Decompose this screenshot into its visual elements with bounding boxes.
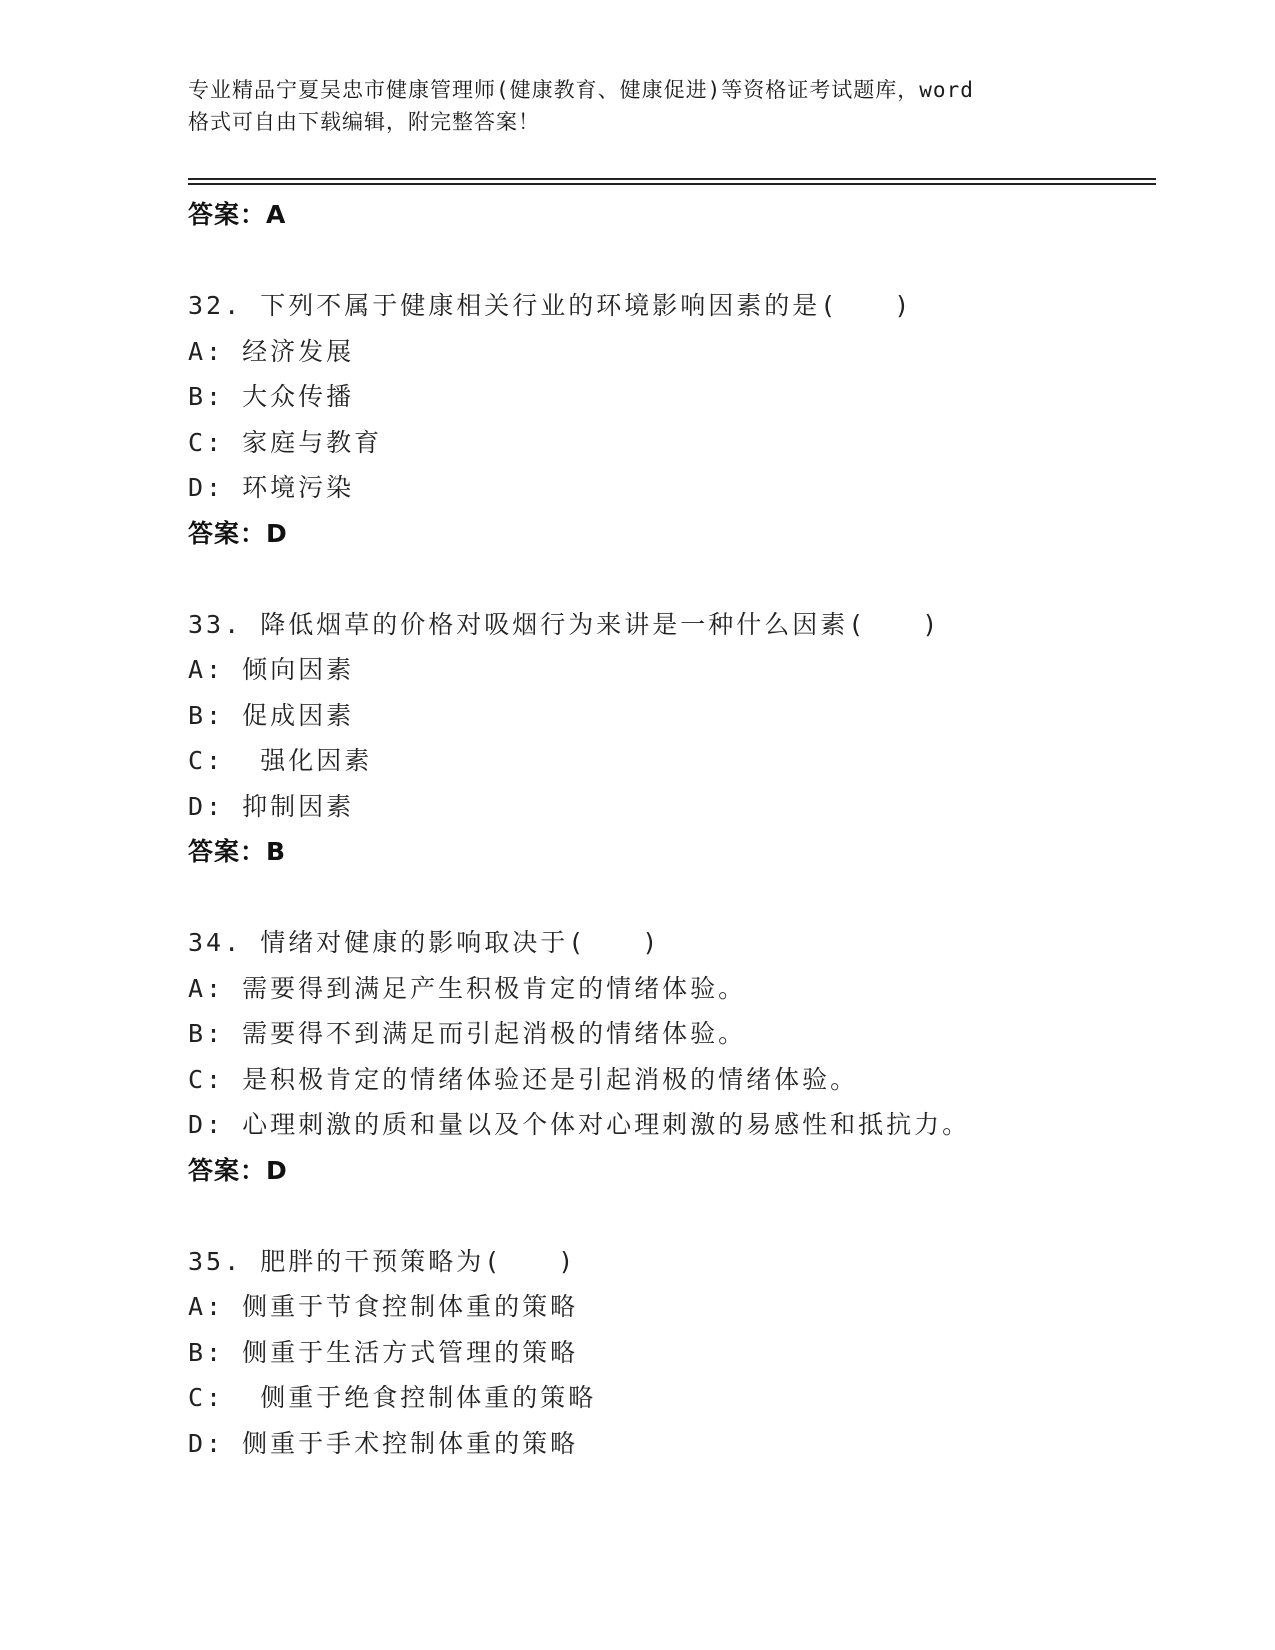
option-d: D: 侧重于手术控制体重的策略 bbox=[188, 1428, 579, 1458]
option-c: C: 家庭与教育 bbox=[188, 427, 383, 457]
answer-line: 答案：D bbox=[188, 1155, 288, 1185]
header-line-1: 专业精品宁夏吴忠市健康管理师(健康教育、健康促进)等资格证考试题库，word bbox=[188, 78, 974, 102]
spacer bbox=[188, 1193, 1148, 1239]
option-c: C: 侧重于绝食控制体重的策略 bbox=[188, 1383, 597, 1412]
document-header bbox=[188, 74, 1068, 138]
header-divider-bottom bbox=[188, 183, 1156, 185]
option-b: B: 侧重于生活方式管理的策略 bbox=[188, 1337, 579, 1367]
option-b: B: 大众传播 bbox=[188, 382, 355, 411]
spacer bbox=[188, 875, 1148, 921]
option-c: C: 强化因素 bbox=[188, 746, 373, 775]
question-list bbox=[188, 192, 1148, 1466]
option-a: A: 经济发展 bbox=[188, 336, 355, 366]
answer-line: 答案：B bbox=[188, 837, 287, 866]
answer-line: 答案：A bbox=[188, 200, 287, 229]
option-a: A: 侧重于节食控制体重的策略 bbox=[188, 1292, 579, 1321]
question-block-34 bbox=[188, 920, 1148, 1193]
option-b: B: 促成因素 bbox=[188, 700, 355, 730]
question-block-32 bbox=[188, 283, 1148, 556]
option-b: B: 需要得不到满足而引起消极的情绪体验。 bbox=[188, 1019, 747, 1048]
option-a: A: 倾向因素 bbox=[188, 655, 355, 684]
question-stem: 33. 降低烟草的价格对吸烟行为来讲是一种什么因素( ) bbox=[188, 609, 941, 639]
option-d: D: 心理刺激的质和量以及个体对心理刺激的易感性和抵抗力。 bbox=[188, 1110, 971, 1139]
option-d: D: 环境污染 bbox=[188, 473, 355, 502]
question-stem: 35. 肥胖的干预策略为( ) bbox=[188, 1246, 577, 1276]
question-block-35 bbox=[188, 1239, 1148, 1467]
question-stem: 34. 情绪对健康的影响取决于( ) bbox=[188, 928, 661, 957]
spacer bbox=[188, 238, 1148, 284]
header-line-2: 格式可自由下载编辑，附完整答案！ bbox=[188, 110, 540, 134]
answer-line: 答案：D bbox=[188, 518, 288, 548]
question-block-33 bbox=[188, 602, 1148, 875]
header-divider-top bbox=[188, 178, 1156, 180]
option-d: D: 抑制因素 bbox=[188, 791, 355, 821]
spacer bbox=[188, 556, 1148, 602]
option-a: A: 需要得到满足产生积极肯定的情绪体验。 bbox=[188, 973, 747, 1003]
question-stem: 32. 下列不属于健康相关行业的环境影响因素的是( ) bbox=[188, 291, 913, 320]
option-c: C: 是积极肯定的情绪体验还是引起消极的情绪体验。 bbox=[188, 1064, 859, 1094]
